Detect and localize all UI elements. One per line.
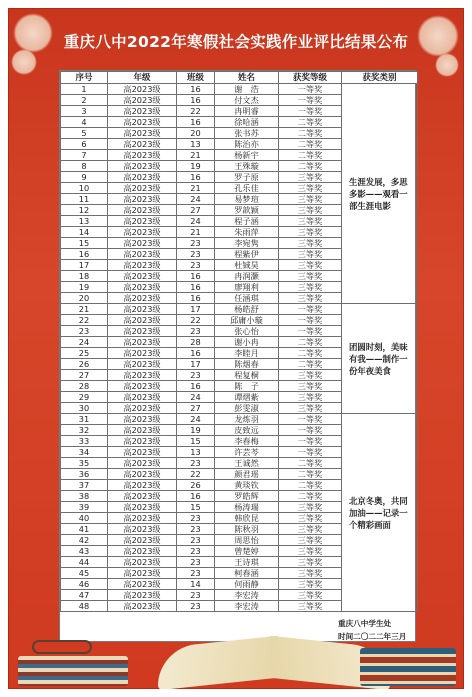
cell-index: 9 bbox=[61, 172, 108, 183]
books-illustration bbox=[8, 628, 464, 689]
cell-name: 韩欣昆 bbox=[215, 513, 279, 524]
results-table bbox=[60, 71, 418, 612]
cell-class: 20 bbox=[177, 128, 215, 139]
cell-name: 朱雨萍 bbox=[215, 227, 279, 238]
cell-class: 23 bbox=[177, 568, 215, 579]
cell-grade: 高2023级 bbox=[108, 304, 177, 315]
cell-award-level: 二等奖 bbox=[279, 458, 342, 469]
cell-name: 徐哈涵 bbox=[215, 117, 279, 128]
page-title: 重庆八中2022年寒假社会实践作业评比结果公布 bbox=[63, 33, 409, 51]
table-row bbox=[61, 414, 418, 425]
cell-index: 37 bbox=[61, 480, 108, 491]
cell-name: 程子涵 bbox=[215, 216, 279, 227]
cell-class: 16 bbox=[177, 491, 215, 502]
cell-grade: 高2023级 bbox=[108, 436, 177, 447]
cell-grade: 高2023级 bbox=[108, 392, 177, 403]
cell-award-level: 一等奖 bbox=[279, 425, 342, 436]
cell-index: 20 bbox=[61, 293, 108, 304]
cell-index: 1 bbox=[61, 84, 108, 95]
cell-award-level: 三等奖 bbox=[279, 568, 342, 579]
cell-class: 23 bbox=[177, 458, 215, 469]
cell-index: 44 bbox=[61, 557, 108, 568]
cell-name: 何雨静 bbox=[215, 579, 279, 590]
cell-grade: 高2023级 bbox=[108, 502, 177, 513]
cell-class: 23 bbox=[177, 524, 215, 535]
cell-class: 17 bbox=[177, 359, 215, 370]
cell-index: 21 bbox=[61, 304, 108, 315]
cell-award-level: 一等奖 bbox=[279, 106, 342, 117]
cell-award-level: 三等奖 bbox=[279, 216, 342, 227]
cell-class: 21 bbox=[177, 227, 215, 238]
cell-award-level: 一等奖 bbox=[279, 436, 342, 447]
blossom-decoration bbox=[435, 53, 459, 77]
open-book-icon bbox=[158, 636, 278, 689]
cell-class: 15 bbox=[177, 502, 215, 513]
cell-class: 23 bbox=[177, 249, 215, 260]
cell-name: 冉明睿 bbox=[215, 106, 279, 117]
cell-name: 程紫伊 bbox=[215, 249, 279, 260]
book-stack-icon bbox=[360, 648, 456, 686]
cell-award-level: 二等奖 bbox=[279, 117, 342, 128]
cell-name: 罗皓辉 bbox=[215, 491, 279, 502]
cell-class: 24 bbox=[177, 414, 215, 425]
cell-grade: 高2023级 bbox=[108, 425, 177, 436]
cell-class: 23 bbox=[177, 326, 215, 337]
cell-class: 27 bbox=[177, 205, 215, 216]
header-award-category: 获奖类别 bbox=[342, 72, 418, 84]
cell-name: 罗子原 bbox=[215, 172, 279, 183]
cell-name: 黄琰钦 bbox=[215, 480, 279, 491]
cell-index: 32 bbox=[61, 425, 108, 436]
cell-name: 谭熠紫 bbox=[215, 392, 279, 403]
cell-index: 35 bbox=[61, 458, 108, 469]
cell-name: 柯春涵 bbox=[215, 568, 279, 579]
cell-award-category: 北京冬奥，共同加油——记录一个精彩画面 bbox=[342, 414, 418, 612]
header-name: 姓名 bbox=[215, 72, 279, 84]
cell-grade: 高2023级 bbox=[108, 183, 177, 194]
cell-grade: 高2023级 bbox=[108, 535, 177, 546]
cell-class: 14 bbox=[177, 579, 215, 590]
cell-index: 33 bbox=[61, 436, 108, 447]
cell-award-level: 一等奖 bbox=[279, 315, 342, 326]
cell-grade: 高2023级 bbox=[108, 95, 177, 106]
cell-index: 17 bbox=[61, 260, 108, 271]
cell-index: 36 bbox=[61, 469, 108, 480]
cell-grade: 高2023级 bbox=[108, 480, 177, 491]
table-row bbox=[61, 304, 418, 315]
cell-award-level: 三等奖 bbox=[279, 535, 342, 546]
cell-grade: 高2023级 bbox=[108, 271, 177, 282]
cell-award-level: 二等奖 bbox=[279, 150, 342, 161]
cell-name: 程复桐 bbox=[215, 370, 279, 381]
cell-name: 冉润灏 bbox=[215, 271, 279, 282]
cell-index: 38 bbox=[61, 491, 108, 502]
cell-grade: 高2023级 bbox=[108, 161, 177, 172]
cell-name: 龙炼羽 bbox=[215, 414, 279, 425]
cell-class: 15 bbox=[177, 436, 215, 447]
cell-class: 22 bbox=[177, 469, 215, 480]
cell-index: 30 bbox=[61, 403, 108, 414]
cell-grade: 高2023级 bbox=[108, 491, 177, 502]
blossom-decoration bbox=[11, 49, 37, 75]
cell-class: 23 bbox=[177, 590, 215, 601]
cell-award-level: 三等奖 bbox=[279, 590, 342, 601]
cell-grade: 高2023级 bbox=[108, 106, 177, 117]
cell-class: 16 bbox=[177, 293, 215, 304]
cell-grade: 高2023级 bbox=[108, 194, 177, 205]
cell-class: 13 bbox=[177, 139, 215, 150]
cell-name: 廖翔利 bbox=[215, 282, 279, 293]
cell-index: 26 bbox=[61, 359, 108, 370]
cell-award-level: 三等奖 bbox=[279, 502, 342, 513]
cell-grade: 高2023级 bbox=[108, 249, 177, 260]
cell-name: 皮致远 bbox=[215, 425, 279, 436]
cell-class: 23 bbox=[177, 546, 215, 557]
cell-class: 23 bbox=[177, 535, 215, 546]
cell-index: 3 bbox=[61, 106, 108, 117]
cell-grade: 高2023级 bbox=[108, 590, 177, 601]
cell-grade: 高2023级 bbox=[108, 524, 177, 535]
cell-grade: 高2023级 bbox=[108, 337, 177, 348]
cell-grade: 高2023级 bbox=[108, 326, 177, 337]
cell-name: 陈烟春 bbox=[215, 359, 279, 370]
cell-class: 28 bbox=[177, 337, 215, 348]
cell-name: 陈 子 bbox=[215, 381, 279, 392]
cell-award-level: 二等奖 bbox=[279, 469, 342, 480]
cell-class: 16 bbox=[177, 282, 215, 293]
cell-class: 13 bbox=[177, 447, 215, 458]
cell-class: 24 bbox=[177, 392, 215, 403]
cell-grade: 高2023级 bbox=[108, 205, 177, 216]
cell-name: 杨新宇 bbox=[215, 150, 279, 161]
cell-award-level: 一等奖 bbox=[279, 414, 342, 425]
cell-award-level: 三等奖 bbox=[279, 282, 342, 293]
header-index: 序号 bbox=[61, 72, 108, 84]
cell-grade: 高2023级 bbox=[108, 216, 177, 227]
cell-index: 24 bbox=[61, 337, 108, 348]
cell-grade: 高2023级 bbox=[108, 172, 177, 183]
cell-award-level: 三等奖 bbox=[279, 238, 342, 249]
cell-class: 22 bbox=[177, 315, 215, 326]
cell-award-level: 二等奖 bbox=[279, 139, 342, 150]
cell-award-level: 三等奖 bbox=[279, 513, 342, 524]
cell-award-level: 二等奖 bbox=[279, 491, 342, 502]
cell-grade: 高2023级 bbox=[108, 348, 177, 359]
cell-index: 15 bbox=[61, 238, 108, 249]
cell-grade: 高2023级 bbox=[108, 227, 177, 238]
cell-index: 22 bbox=[61, 315, 108, 326]
header-grade: 年级 bbox=[108, 72, 177, 84]
cell-grade: 高2023级 bbox=[108, 568, 177, 579]
cell-name: 李睦月 bbox=[215, 348, 279, 359]
cell-class: 16 bbox=[177, 271, 215, 282]
cell-index: 7 bbox=[61, 150, 108, 161]
cell-award-level: 三等奖 bbox=[279, 172, 342, 183]
cell-grade: 高2023级 bbox=[108, 315, 177, 326]
cell-award-level: 三等奖 bbox=[279, 601, 342, 612]
cell-name: 曾楚婷 bbox=[215, 546, 279, 557]
cell-award-level: 三等奖 bbox=[279, 557, 342, 568]
cell-index: 6 bbox=[61, 139, 108, 150]
header-award-level: 获奖等级 bbox=[279, 72, 342, 84]
cell-class: 19 bbox=[177, 161, 215, 172]
cell-award-level: 二等奖 bbox=[279, 348, 342, 359]
cell-index: 41 bbox=[61, 524, 108, 535]
cell-name: 彭雯淑 bbox=[215, 403, 279, 414]
cell-award-level: 二等奖 bbox=[279, 337, 342, 348]
cell-index: 45 bbox=[61, 568, 108, 579]
cell-grade: 高2023级 bbox=[108, 458, 177, 469]
cell-award-level: 一等奖 bbox=[279, 447, 342, 458]
cell-award-level: 三等奖 bbox=[279, 370, 342, 381]
cell-name: 颜君瑶 bbox=[215, 469, 279, 480]
cell-award-level: 三等奖 bbox=[279, 260, 342, 271]
cell-index: 25 bbox=[61, 348, 108, 359]
cell-name: 李春梅 bbox=[215, 436, 279, 447]
cell-name: 谢 浩 bbox=[215, 84, 279, 95]
cell-class: 19 bbox=[177, 425, 215, 436]
cell-index: 10 bbox=[61, 183, 108, 194]
footer-date: 时间二〇二二年三月 bbox=[338, 632, 407, 641]
cell-grade: 高2023级 bbox=[108, 414, 177, 425]
book-stack-icon bbox=[18, 656, 128, 686]
cell-name: 周思怡 bbox=[215, 535, 279, 546]
cell-class: 16 bbox=[177, 348, 215, 359]
cell-index: 11 bbox=[61, 194, 108, 205]
cell-grade: 高2023级 bbox=[108, 359, 177, 370]
cell-award-level: 三等奖 bbox=[279, 403, 342, 414]
cell-award-category: 团圆时刻，美味有我——制作一份年夜美食 bbox=[342, 304, 418, 414]
cell-index: 16 bbox=[61, 249, 108, 260]
cell-class: 23 bbox=[177, 557, 215, 568]
cell-grade: 高2023级 bbox=[108, 579, 177, 590]
cell-index: 47 bbox=[61, 590, 108, 601]
cell-name: 杜铖昊 bbox=[215, 260, 279, 271]
cell-name: 李宏涛 bbox=[215, 601, 279, 612]
cell-grade: 高2023级 bbox=[108, 150, 177, 161]
cell-grade: 高2023级 bbox=[108, 469, 177, 480]
cell-grade: 高2023级 bbox=[108, 403, 177, 414]
table-header-row bbox=[61, 72, 418, 84]
cell-class: 21 bbox=[177, 183, 215, 194]
results-sheet bbox=[59, 70, 416, 642]
cell-name: 许芸芩 bbox=[215, 447, 279, 458]
cell-award-level: 三等奖 bbox=[279, 249, 342, 260]
cell-index: 39 bbox=[61, 502, 108, 513]
cell-award-level: 三等奖 bbox=[279, 183, 342, 194]
cell-grade: 高2023级 bbox=[108, 293, 177, 304]
cell-index: 14 bbox=[61, 227, 108, 238]
cell-index: 42 bbox=[61, 535, 108, 546]
cell-index: 13 bbox=[61, 216, 108, 227]
header-class: 班级 bbox=[177, 72, 215, 84]
cell-award-level: 二等奖 bbox=[279, 161, 342, 172]
cell-name: 任涵琪 bbox=[215, 293, 279, 304]
cell-class: 16 bbox=[177, 172, 215, 183]
cell-index: 27 bbox=[61, 370, 108, 381]
cell-grade: 高2023级 bbox=[108, 238, 177, 249]
cell-class: 22 bbox=[177, 106, 215, 117]
cell-grade: 高2023级 bbox=[108, 117, 177, 128]
cell-grade: 高2023级 bbox=[108, 260, 177, 271]
cell-index: 18 bbox=[61, 271, 108, 282]
cell-class: 23 bbox=[177, 260, 215, 271]
cell-grade: 高2023级 bbox=[108, 128, 177, 139]
cell-name: 陈秋羽 bbox=[215, 524, 279, 535]
cell-index: 31 bbox=[61, 414, 108, 425]
cell-name: 张心怡 bbox=[215, 326, 279, 337]
cell-name: 付文杰 bbox=[215, 95, 279, 106]
cell-class: 16 bbox=[177, 117, 215, 128]
cell-name: 张书苏 bbox=[215, 128, 279, 139]
cell-award-level: 三等奖 bbox=[279, 524, 342, 535]
cell-index: 8 bbox=[61, 161, 108, 172]
cell-grade: 高2023级 bbox=[108, 370, 177, 381]
cell-grade: 高2023级 bbox=[108, 282, 177, 293]
cell-class: 17 bbox=[177, 304, 215, 315]
cell-index: 23 bbox=[61, 326, 108, 337]
cell-name: 罗歆颖 bbox=[215, 205, 279, 216]
cell-award-level: 三等奖 bbox=[279, 579, 342, 590]
cell-class: 23 bbox=[177, 513, 215, 524]
cell-award-level: 三等奖 bbox=[279, 293, 342, 304]
cell-name: 王诗琪 bbox=[215, 557, 279, 568]
cell-class: 23 bbox=[177, 238, 215, 249]
cell-index: 28 bbox=[61, 381, 108, 392]
cell-class: 16 bbox=[177, 84, 215, 95]
cell-award-level: 三等奖 bbox=[279, 392, 342, 403]
cell-index: 19 bbox=[61, 282, 108, 293]
cell-index: 12 bbox=[61, 205, 108, 216]
cell-index: 5 bbox=[61, 128, 108, 139]
footer-org: 重庆八中学生处 bbox=[338, 619, 392, 628]
cell-grade: 高2023级 bbox=[108, 601, 177, 612]
cell-name: 王殊璇 bbox=[215, 161, 279, 172]
cell-name: 孔乐佳 bbox=[215, 183, 279, 194]
cell-index: 29 bbox=[61, 392, 108, 403]
cell-name: 杨皓舒 bbox=[215, 304, 279, 315]
cell-class: 23 bbox=[177, 370, 215, 381]
cell-class: 23 bbox=[177, 601, 215, 612]
table-row bbox=[61, 84, 418, 95]
cell-index: 48 bbox=[61, 601, 108, 612]
cell-award-level: 一等奖 bbox=[279, 95, 342, 106]
cell-class: 21 bbox=[177, 150, 215, 161]
cell-award-level: 一等奖 bbox=[279, 326, 342, 337]
cell-award-level: 二等奖 bbox=[279, 480, 342, 491]
cell-class: 27 bbox=[177, 403, 215, 414]
cell-name: 谢小冉 bbox=[215, 337, 279, 348]
cell-award-level: 一等奖 bbox=[279, 84, 342, 95]
cell-grade: 高2023级 bbox=[108, 84, 177, 95]
cell-grade: 高2023级 bbox=[108, 381, 177, 392]
cell-award-level: 一等奖 bbox=[279, 304, 342, 315]
cell-name: 王诚然 bbox=[215, 458, 279, 469]
cell-name: 邱庸小璇 bbox=[215, 315, 279, 326]
cell-grade: 高2023级 bbox=[108, 546, 177, 557]
cell-class: 26 bbox=[177, 480, 215, 491]
cell-award-category: 生涯发展，多思多影——观看一部生涯电影 bbox=[342, 84, 418, 304]
cell-grade: 高2023级 bbox=[108, 447, 177, 458]
cell-award-level: 二等奖 bbox=[279, 359, 342, 370]
cell-name: 李宏涛 bbox=[215, 590, 279, 601]
cell-award-level: 三等奖 bbox=[279, 205, 342, 216]
cell-grade: 高2023级 bbox=[108, 557, 177, 568]
cell-grade: 高2023级 bbox=[108, 513, 177, 524]
cell-index: 2 bbox=[61, 95, 108, 106]
cell-class: 16 bbox=[177, 381, 215, 392]
cell-award-level: 三等奖 bbox=[279, 546, 342, 557]
cell-class: 16 bbox=[177, 95, 215, 106]
cell-name: 陈治亦 bbox=[215, 139, 279, 150]
cell-grade: 高2023级 bbox=[108, 139, 177, 150]
cell-index: 40 bbox=[61, 513, 108, 524]
cell-award-level: 二等奖 bbox=[279, 128, 342, 139]
cell-name: 杨涛瑞 bbox=[215, 502, 279, 513]
cell-award-level: 三等奖 bbox=[279, 194, 342, 205]
cell-index: 46 bbox=[61, 579, 108, 590]
glasses-icon bbox=[32, 640, 92, 654]
cell-class: 24 bbox=[177, 216, 215, 227]
cell-index: 34 bbox=[61, 447, 108, 458]
cell-award-level: 三等奖 bbox=[279, 381, 342, 392]
cell-name: 李宛隽 bbox=[215, 238, 279, 249]
cell-name: 易梦瑄 bbox=[215, 194, 279, 205]
cell-index: 4 bbox=[61, 117, 108, 128]
cell-award-level: 三等奖 bbox=[279, 271, 342, 282]
cell-index: 43 bbox=[61, 546, 108, 557]
cell-class: 24 bbox=[177, 194, 215, 205]
cell-award-level: 三等奖 bbox=[279, 227, 342, 238]
